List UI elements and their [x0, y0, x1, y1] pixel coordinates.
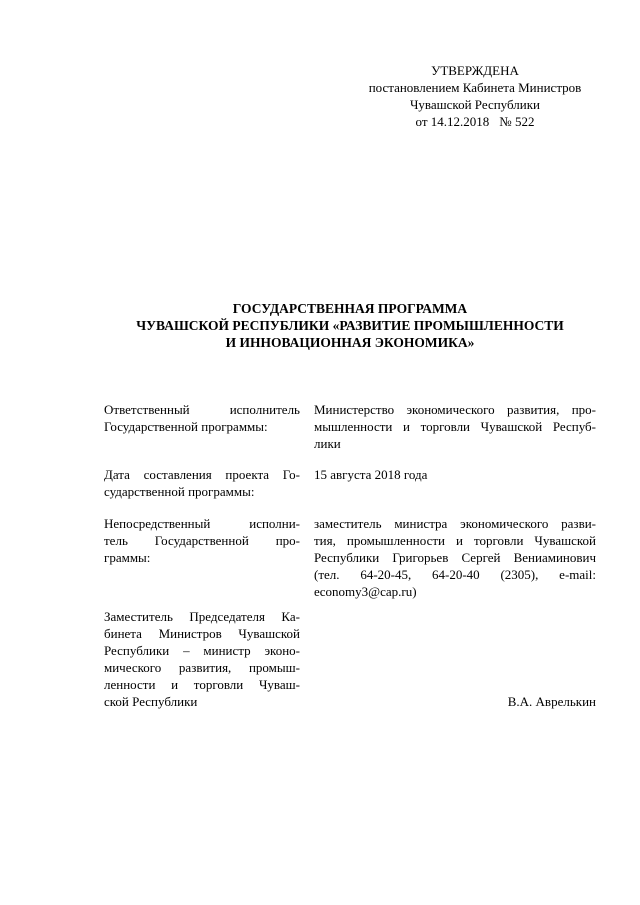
position-line: ской Республики — [104, 694, 198, 709]
value-line: заместитель министра экономического разви- — [314, 516, 596, 531]
field-value — [314, 401, 596, 452]
label-line: граммы: — [104, 550, 151, 565]
document-title — [60, 300, 640, 351]
value-line: лики — [314, 436, 341, 451]
signatory-position — [104, 608, 300, 710]
field-label — [104, 401, 300, 435]
label-line: тель Государственной про- — [104, 533, 300, 548]
signatory-name: В.А. Аврелькин — [507, 694, 596, 709]
position-line: Заместитель Председателя Ка- — [104, 609, 300, 624]
label-line: сударственной программы: — [104, 484, 255, 499]
field-label — [104, 515, 300, 566]
approval-number: № 522 — [499, 114, 535, 129]
position-line: ленности и торговли Чуваш- — [104, 677, 300, 692]
value-line: мышленности и торговли Чувашской Респуб- — [314, 419, 596, 434]
value-line: (тел. 64-20-45, 64-20-40 (2305), e-mail: — [314, 567, 596, 582]
field-value — [314, 515, 596, 600]
value-line: тия, промышленности и торговли Чувашской — [314, 533, 596, 548]
field-value — [314, 466, 596, 483]
approval-stamp — [340, 62, 610, 130]
approval-date: от 14.12.2018 — [415, 114, 490, 129]
label-line: Непосредственный исполни- — [104, 516, 300, 531]
value-line: Республики Григорьев Сергей Вениаминович — [314, 550, 596, 565]
value-line: Министерство экономического развития, про- — [314, 402, 596, 417]
approval-decree: постановлением Кабинета Министров — [368, 80, 582, 95]
position-line: мического развития, промыш- — [104, 660, 300, 675]
approval-date-line — [340, 113, 610, 130]
position-line: бинета Министров Чувашской — [104, 626, 300, 641]
label-line: Дата составления проекта Го- — [104, 467, 300, 482]
title-line-3: И ИННОВАЦИОННАЯ ЭКОНОМИКА» — [225, 335, 475, 350]
value-line: economy3@cap.ru) — [314, 584, 417, 599]
position-line: Республики – министр эконо- — [104, 643, 300, 658]
approval-heading: УТВЕРЖДЕНА — [431, 63, 519, 78]
title-line-2: ЧУВАШСКОЙ РЕСПУБЛИКИ «РАЗВИТИЕ ПРОМЫШЛЕННОСТИ — [136, 318, 564, 333]
label-line: Ответственный исполнитель — [104, 402, 300, 417]
title-line-1: ГОСУДАРСТВЕННАЯ ПРОГРАММА — [232, 301, 468, 316]
value-line: 15 августа 2018 года — [314, 467, 428, 482]
label-line: Государственной программы: — [104, 419, 268, 434]
field-label — [104, 466, 300, 500]
approval-republic: Чувашской Республики — [409, 97, 541, 112]
